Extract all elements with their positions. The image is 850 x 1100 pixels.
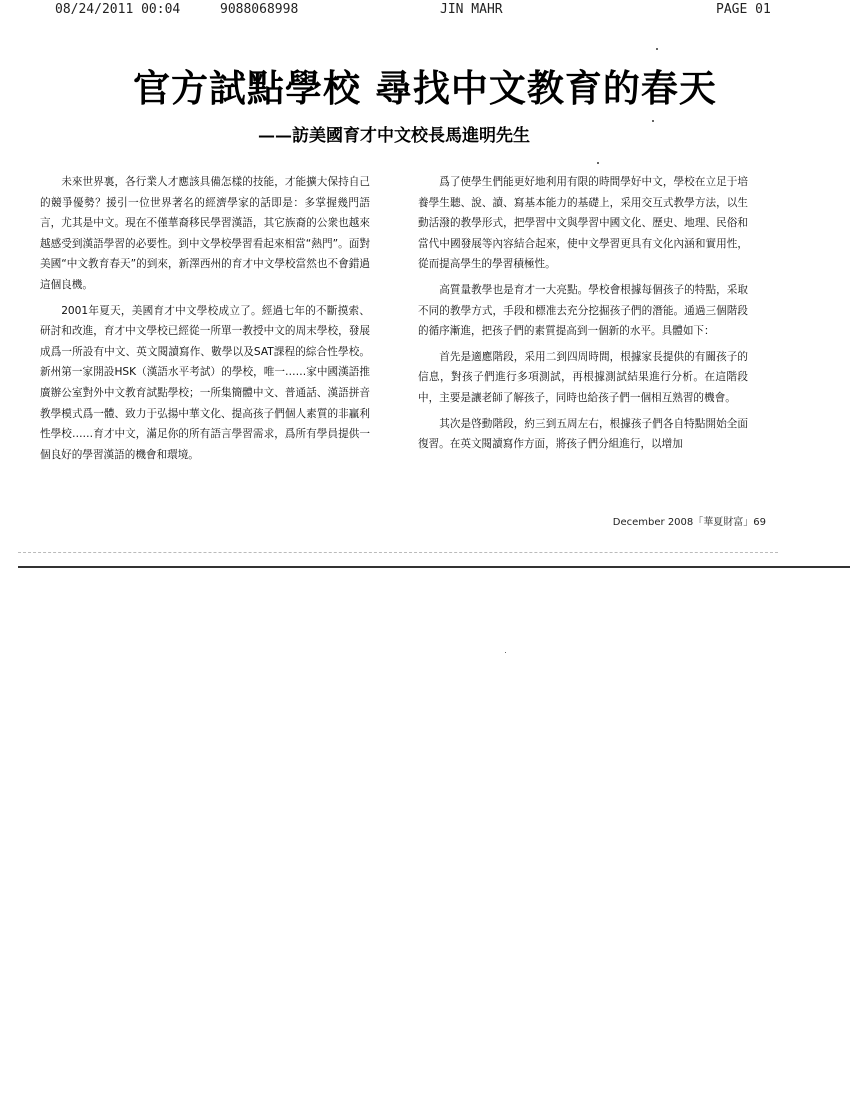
- paragraph: 高質量教學也是育才一大亮點。學校會根據每個孩子的特點，采取不同的教學方式，手段和標准去充分挖掘孩子們的潛能。通過三個階段的循序漸進，把孩子們的素質提高到一個新的水平。具體如下：: [418, 283, 748, 338]
- fax-sender: JIN MAHR: [440, 2, 503, 17]
- article-subtitle: ——訪美國育才中文校長馬進明先生: [258, 126, 530, 146]
- page-footer: December 2008「華夏財富」69: [612, 517, 766, 528]
- scan-speck: [505, 652, 506, 653]
- paragraph: 未來世界裏，各行業人才應該具備怎樣的技能，才能擴大保持自己的競爭優勢？援引一位世界著名的經濟學家的話即是：多掌握幾門語言，尤其是中文。現在不僅華裔移民學習漢語，其它族裔的公衆也越來越感受到漢語學習的必要性。到中文學校學習看起來相當“熱門”。面對美國“中文教育春天”的到來，新澤西州的育才中文學校當然也不會錯過這個良機。: [40, 176, 370, 291]
- paragraph: 首先是適應階段，采用二到四周時間，根據家長提供的有關孩子的信息，對孩子們進行多項測試，再根據測試結果進行分析。在這階段中，主要是讓老師了解孩子，同時也給孩子們一個相互熟習的機會。: [418, 350, 748, 404]
- fax-page-number: PAGE 01: [716, 2, 771, 17]
- fax-header: [0, 2, 850, 20]
- fax-phone-number: 9088068998: [220, 2, 299, 17]
- right-column: [418, 172, 748, 460]
- scan-speck: [656, 48, 658, 50]
- left-column: [40, 172, 370, 470]
- scan-speck: [652, 120, 654, 122]
- paragraph: 其次是啓動階段，約三到五周左右，根據孩子們各自特點開始全面復習。在英文閱讀寫作方面，將孩子們分組進行，以增加: [418, 417, 748, 451]
- scan-divider-faint: [18, 552, 778, 553]
- fax-date-time: 08/24/2011 00:04: [55, 2, 181, 17]
- scan-speck: [597, 162, 599, 164]
- article-title: 官方試點學校 尋找中文教育的春天: [133, 67, 717, 110]
- paragraph: 2001年夏天，美國育才中文學校成立了。經過七年的不斷摸索、研討和改進，育才中文學校已經從一所單一教授中文的周末學校，發展成爲一所設有中文、英文閱讀寫作、數學以及SAT課程的綜合性學校。新州第一家開設HSK（漢語水平考試）的學校，唯一……家中國漢語推廣辦公室對外中文教育試點學校；一所集簡體中文、普通話、漢語拼音教學模式爲一體、致力于弘揚中華文化、提高孩子們個人素質的非贏利性學校……育才中文，滿足你的所有語言學習需求，爲所有學員提供一個良好的學習漢語的機會和環境。: [40, 304, 370, 461]
- paragraph: 爲了使學生們能更好地利用有限的時間學好中文，學校在立足于培養學生聽、說、讀、寫基本能力的基礎上，采用交互式教學方法，以生動活潑的教學形式，把學習中文與學習中國文化、歷史、地理、民俗和當代中國發展等內容結合起來，使中文學習更具有文化內涵和實用性，從而提高學生的學習積極性。: [418, 176, 748, 271]
- scan-divider: [18, 566, 850, 568]
